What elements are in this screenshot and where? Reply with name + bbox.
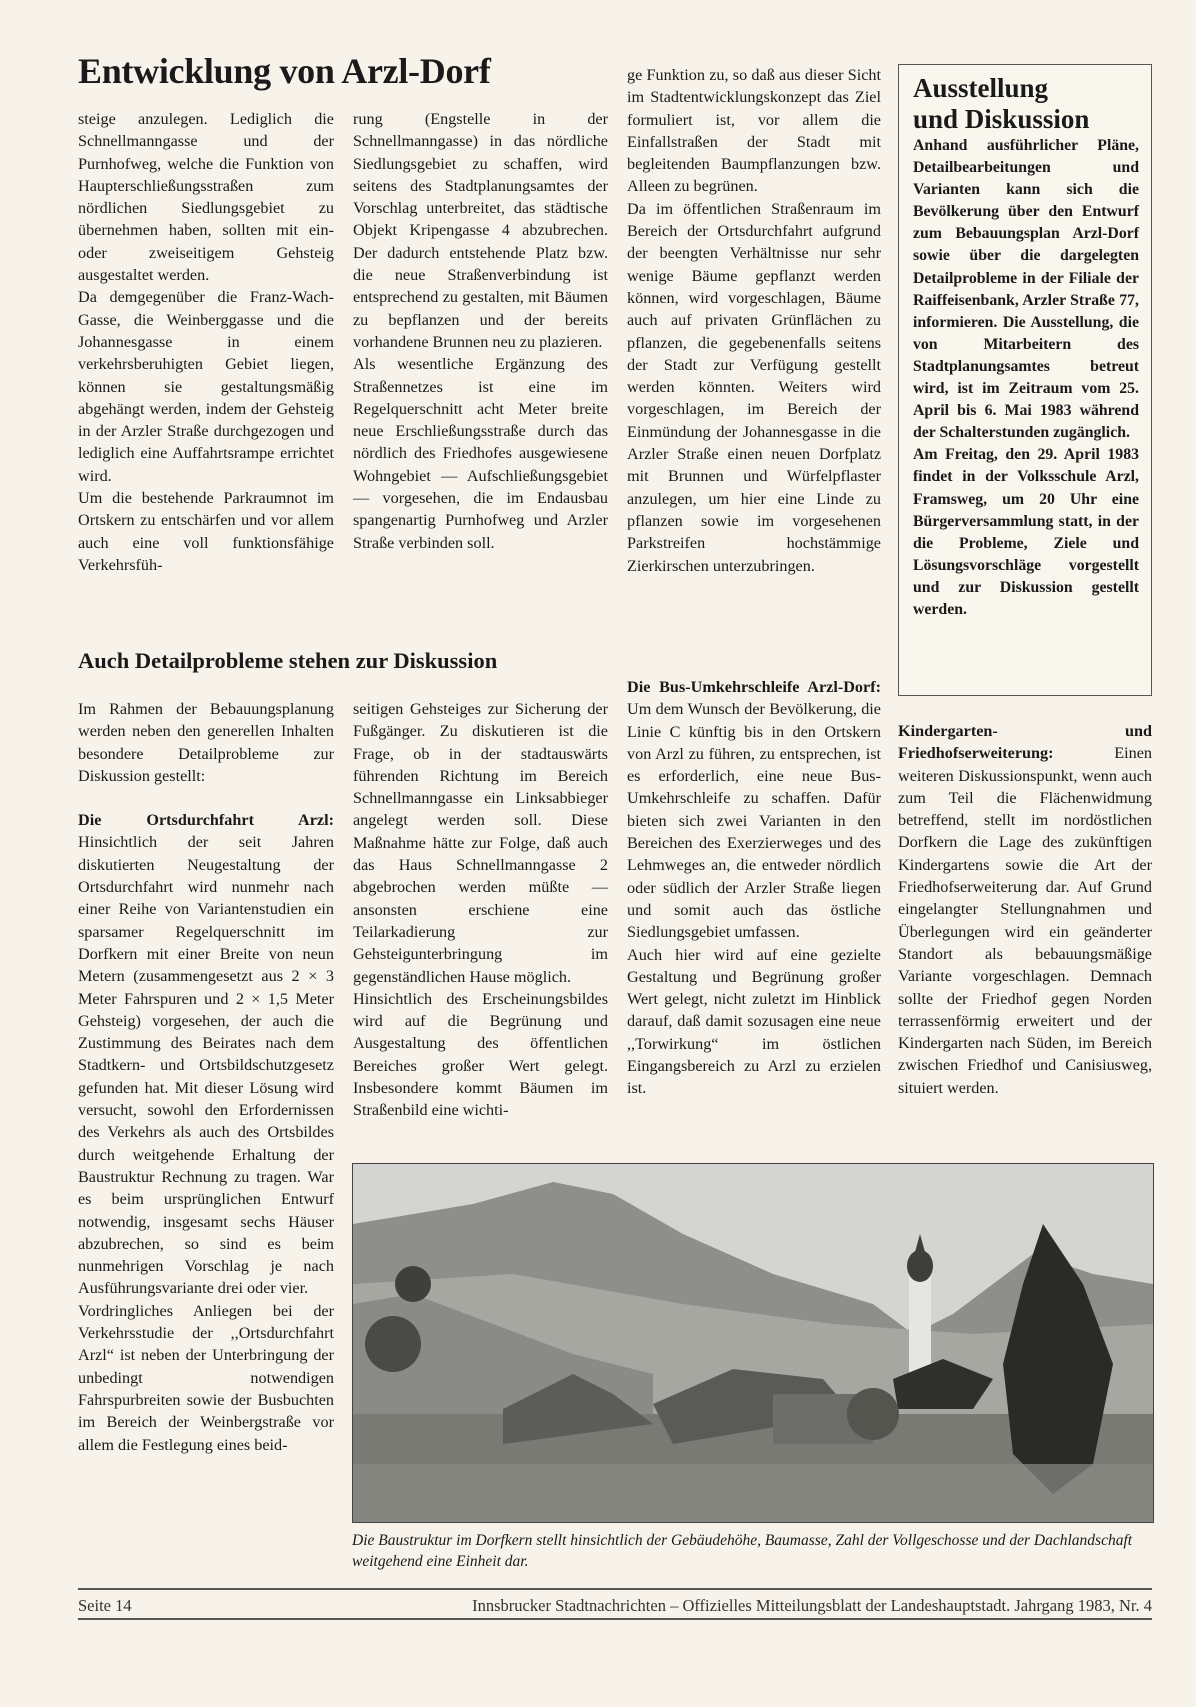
page-footer bbox=[78, 1596, 1152, 1616]
paragraph: Auch hier wird auf eine gezielte Gestaltung und Begrünung großer Wert gelegt, nicht zuletzt im Hinblick darauf, daß damit sozusagen eine neue ,,Torwirkung“ im östlichen Eingangsbereich zu Arzl zu erzielen ist. bbox=[627, 945, 881, 1098]
paragraph: Da im öffentlichen Straßenraum im Bereich der Ortsdurchfahrt aufgrund der beengten Verhältnisse nur sehr wenige Bäume gepflanzt werden können, wird vorgeschlagen, Bäume auch auf privaten Grünflächen zu pflanzen, die gegebenenfalls seitens der Stadt zur Verfügung gestellt werden könnten. Weiters wird vorgeschlagen, im Bereich der Einmündung der Johannesgasse in die Arzler Straße einen neuen Dorfplatz mit Brunnen und Würfelpflaster anzulegen, um hier eine Linde zu pflanzen sowie im vorgesehenen Parkstreifen hochstämmige Zierkirschen unterzubringen. bbox=[627, 199, 881, 575]
lower-column-3 bbox=[627, 676, 881, 1100]
lower-column-1 bbox=[78, 698, 334, 1456]
footer-rule-bottom bbox=[78, 1618, 1152, 1620]
paragraph: Um die bestehende Parkraumnot im Ortskern zu entschärfen und vor allem auch eine voll funktionsfähige Verkehrsfüh- bbox=[78, 489, 334, 574]
paragraph: Hinsichtlich des Erscheinungsbildes wird auf die Begrünung und Ausgestaltung des öffentlichen Bereiches großer Wert gelegt. Insbesondere kommt Bäumen im Straßenbild eine wichti- bbox=[353, 989, 608, 1120]
lead-in: Kindergarten- und Friedhofserweiterung: bbox=[898, 722, 1152, 763]
footer-rule-top bbox=[78, 1588, 1152, 1590]
paragraph: Die Ortsdurchfahrt Arzl: Hinsichtlich der seit Jahren diskutierten Neugestaltung der Ortsdurchfahrt wird nunmehr nach einer Reihe von Variantenstudien ein sparsamer Regelquerschnitt im Dorfkern mit einer Breite von neun Metern (zusammengesetzt aus 2 × 3 Meter Fahrspuren und 2 × 1,5 Meter Gehsteig) vorgesehen, der auch die Zustimmung des Beirates nach dem Stadtkern- und Ortsbildschutzgesetz gefunden hat. Mit dieser Lösung wird versucht, sowohl den Erfordernissen des Verkehrs als auch des Ortsbildes durch weitgehende Erhaltung der Baustruktur Rechnung zu tragen. War es beim ursprünglichen Entwurf notwendig, insgesamt sechs Häuser abzubrechen, so sind es beim nunmehrigen Vorschlag je nach Ausführungsvariante drei oder vier. bbox=[78, 811, 334, 1298]
article-title: Entwicklung von Arzl-Dorf bbox=[78, 51, 491, 91]
lead-in: Die Bus-Umkehrschleife Arzl-Dorf: bbox=[627, 678, 881, 696]
upper-column-2 bbox=[353, 108, 608, 554]
photo-caption: Die Baustruktur im Dorfkern stellt hinsichtlich der Gebäudehöhe, Baumasse, Zahl der Vollgeschosse und der Dachlandschaft weitgehend eine Einheit dar. bbox=[352, 1532, 1133, 1570]
paragraph: rung (Engstelle in der Schnellmanngasse) in das nördliche Siedlungsgebiet zu schaffen, wird seitens des Stadtplanungsamtes der Vorschlag unterbreitet, das städtische Objekt Kripengasse 4 abzubrechen. Der dadurch entstehende Platz bzw. die neue Straßenverbindung ist entsprechend zu gestalten, mit Bäumen zu bepflanzen und der bereits vorhandene Brunnen neu zu plazieren. bbox=[353, 110, 608, 351]
intro-paragraph: Im Rahmen der Bebauungsplanung werden neben den generellen Inhalten besondere Detailprobleme zur Diskussion gestellt: bbox=[78, 700, 334, 785]
page-number: Seite 14 bbox=[78, 1596, 132, 1615]
box-paragraph: Am Freitag, den 29. April 1983 findet in der Volksschule Arzl, Framsweg, um 20 Uhr eine Bürgerversammlung statt, in der die Probleme, Ziele und Lösungsvorschläge vorgestellt und zur Diskussion gestellt werden. bbox=[913, 446, 1139, 618]
paragraph: Die Bus-Umkehrschleife Arzl-Dorf: Um dem Wunsch der Bevölkerung, die Linie C künftig bis in den Ortskern von Arzl zu führen, zu entsprechen, ist es erforderlich, eine neue Bus-Umkehrschleife zu schaffen. Dafür bieten sich zwei Varianten in den Bereichen des Exerzierweges und des Lehmweges an, die entweder nördlich oder südlich der Arzler Straße liegen und somit auch das östliche Siedlungsgebiet umfassen. bbox=[627, 678, 881, 942]
paragraph: Da demgegenüber die Franz-Wach-Gasse, die Weinberggasse und die Johannesgasse in einem verkehrsberuhigten Gebiet liegen, können sie gestaltungsmäßig abgehängt werden, indem der Gehsteig in der Arzler Straße durchgezogen und lediglich eine Auffahrtsrampe errichtet wird. bbox=[78, 288, 334, 485]
paragraph: Kindergarten- und Friedhofserweiterung: Einen weiteren Diskussionspunkt, wenn auch zum Teil die Flächenwidmung betreffend, stellt im nordöstlichen Dorfkern die Lage des zukünftigen Kindergartens sowie die Art der Friedhofserweiterung dar. Auf Grund eingelangter Stellungnahmen und Überlegungen wird ein geänderter Standort als bebauungsmäßige Variante vorgeschlagen. Demnach sollte der Friedhof gegen Norden terrassenförmig erweitert und der Kindergarten nach Süden, im Bereich zwischen Friedhof und Canisiusweg, situiert werden. bbox=[898, 722, 1152, 1097]
upper-column-1 bbox=[78, 108, 334, 576]
paragraph: Als wesentliche Ergänzung des Straßennetzes ist eine im Regelquerschnitt acht Meter breite neue Erschließungsstraße durch das nördlich des Friedhofes ausgewiesene Wohngebiet — Aufschließungsgebiet — vorgesehen, die im Endausbau spangenartig Purnhofweg und Arzler Straße verbinden soll. bbox=[353, 355, 608, 552]
box-title-line-1: Ausstellung bbox=[913, 73, 1049, 103]
publication-info: Innsbrucker Stadtnachrichten – Offizielles Mitteilungsblatt der Landeshauptstadt. Jahrgang 1983, Nr. 4 bbox=[472, 1596, 1152, 1615]
village-landscape-image bbox=[353, 1164, 1153, 1522]
paragraph: seitigen Gehsteiges zur Sicherung der Fußgänger. Zu diskutieren ist die Frage, ob in der stadtauswärts führenden Richtung im Bereich Schnellmanngasse ein Linksabbieger angelegt werden soll. Diese Maßnahme hätte zur Folge, daß auch das Haus Schnellmanngasse 2 abgebrochen werden müßte — ansonsten erschiene eine Teilarkadierung zur Gehsteigunterbringung im gegenständlichen Hause möglich. bbox=[353, 700, 608, 986]
upper-column-3 bbox=[627, 64, 881, 577]
village-photo bbox=[352, 1163, 1154, 1523]
box-paragraph: Anhand ausführlicher Pläne, Detailbearbeitungen und Varianten kann sich die Bevölkerung über den Entwurf zum Bebauungsplan Arzl-Dorf sowie über die dargelegten Detailprobleme in der Filiale der Raiffeisenbank, Arzler Straße 77, informieren. Die Ausstellung, die von Mitarbeitern des Stadtplanungsamtes betreut wird, ist im Zeitraum vom 25. April bis 6. Mai 1983 während der Schalterstunden zugänglich. bbox=[913, 137, 1139, 442]
paragraph: Vordringliches Anliegen bei der Verkehrsstudie der ,,Ortsdurchfahrt Arzl“ ist neben der Unterbringung der unbedingt notwendigen Fahrspurbreiten sowie der Busbuchten im Bereich der Weinbergstraße vor allem die Festlegung eines beid- bbox=[78, 1301, 334, 1454]
box-title-line-2: und Diskussion bbox=[913, 104, 1090, 134]
paragraph: ge Funktion zu, so daß aus dieser Sicht im Stadtentwicklungskonzept das Ziel formuliert ist, vor allem die Einfallstraßen der Stadt mit begleitenden Baumpflanzungen bzw. Alleen zu begrünen. bbox=[627, 66, 881, 196]
lead-in: Die Ortsdurchfahrt Arzl: bbox=[78, 811, 334, 830]
paragraph: steige anzulegen. Lediglich die Schnellmanngasse und der Purnhofweg, welche die Funktion von Haupterschließungsstraßen zum nördlichen Siedlungsgebiet zu übernehmen haben, sollten mit ein- oder zweiseitigem Gehsteig ausgestaltet werden. bbox=[78, 110, 334, 285]
lower-column-2 bbox=[353, 698, 608, 1122]
lower-column-4 bbox=[898, 720, 1152, 1099]
section-heading: Auch Detailprobleme stehen zur Diskussion bbox=[78, 648, 498, 673]
exhibition-info-box bbox=[898, 64, 1152, 696]
